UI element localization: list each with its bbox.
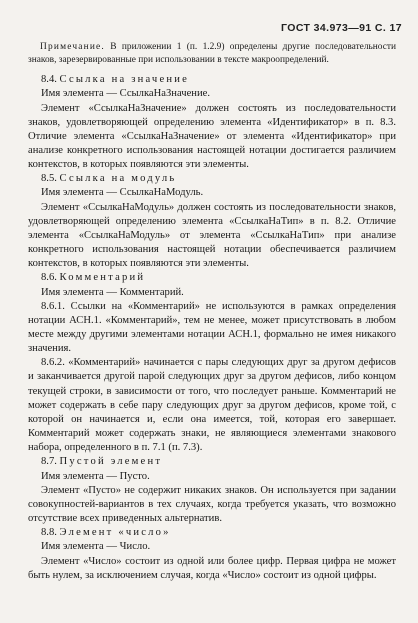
paragraph: 8.6.1. Ссылки на «Комментарий» не используются в рамках определения нотации АСН.1. «Комментарий», тем не менее, может присутствовать в любом месте между другими элементами нотации АСН.1, формально не имея никакого значения. [28, 300, 396, 355]
section-heading [28, 526, 396, 540]
paragraph: 8.6.2. «Комментарий» начинается с пары следующих друг за другом дефисов и заканчивается другой парой следующих друг за другом дефисов, либо концом текущей строки, в зависимости от того, что последует раньше. Комментарий не может содержать в себе пару следующих друг за другом дефисов, кроме той, с которой он начинается и, если она имеется, той, которая его завершает. Комментарий может содержать знаки, не являющиеся элементами знакового набора, определенного в п. 7.1 (п. 7.3). [28, 357, 396, 454]
section-heading [28, 172, 396, 186]
note-paragraph [28, 41, 396, 66]
page-header: ГОСТ 34.973—91 С. 17 [281, 22, 402, 34]
section-heading [28, 271, 396, 285]
section-number: 8.4. [41, 74, 60, 86]
body-text [28, 73, 396, 583]
section-title: Ссылка на модуль [59, 173, 177, 185]
section-heading [28, 455, 396, 469]
section-number: 8.8. [41, 527, 60, 539]
paragraph: Имя элемента — СсылкаНаЗначение. [41, 88, 210, 100]
section-title: Комментарий [59, 272, 146, 284]
note-text: В приложении 1 (п. 1.2.9) определены другие последовательности знаков, зарезервированные при использовании в тексте макроопределений. [28, 42, 396, 65]
paragraph: Элемент «Пусто» не содержит никаких знаков. Он используется при задании совокупностей-вариантов в тех случаях, когда требуется указать, что возможно отсутствие всех приведенных альтернатив. [28, 484, 396, 525]
section-number: 8.6. [41, 272, 60, 284]
paragraph: Имя элемента — Число. [41, 541, 151, 553]
section-number: 8.7. [41, 456, 60, 468]
page-content [28, 41, 396, 583]
paragraph: Имя элемента — Пусто. [41, 470, 150, 482]
paragraph: Элемент «СсылкаНаЗначение» должен состоять из последовательности знаков, удовлетворяющей определению элемента «Идентификатор» в п. 8.3. Отличие элемента «СсылкаНаЗначение» от элемента «Идентификатор» при анализе конкретного использования настоящей нотации достигается различием контекстов, в которых появляются эти элементы. [28, 102, 396, 171]
note-label: Примечание. [40, 42, 105, 52]
paragraph: Имя элемента — СсылкаНаМодуль. [41, 187, 204, 199]
section-title: Пустой элемент [59, 456, 163, 468]
section-heading [28, 73, 396, 87]
paragraph: Имя элемента — Комментарий. [41, 286, 184, 298]
paragraph: Элемент «Число» состоит из одной или более цифр. Первая цифра не может быть нулем, за исключением случая, когда «Число» состоит из одной цифры. [28, 555, 396, 581]
section-title: Элемент «число» [59, 527, 171, 539]
section-title: Ссылка на значение [59, 74, 190, 86]
section-number: 8.5. [41, 173, 60, 185]
paragraph: Элемент «СсылкаНаМодуль» должен состоять из последовательности знаков, удовлетворяющей определению элемента «СсылкаНаТип» в п. 8.2. Отличие элемента «СсылкаНаМодуль» от элемента «СсылкаНаТип» при анализе конкретного использования настоящей нотации обеспечивается различием контекстов, в которых появляются эти элементы. [28, 201, 396, 270]
